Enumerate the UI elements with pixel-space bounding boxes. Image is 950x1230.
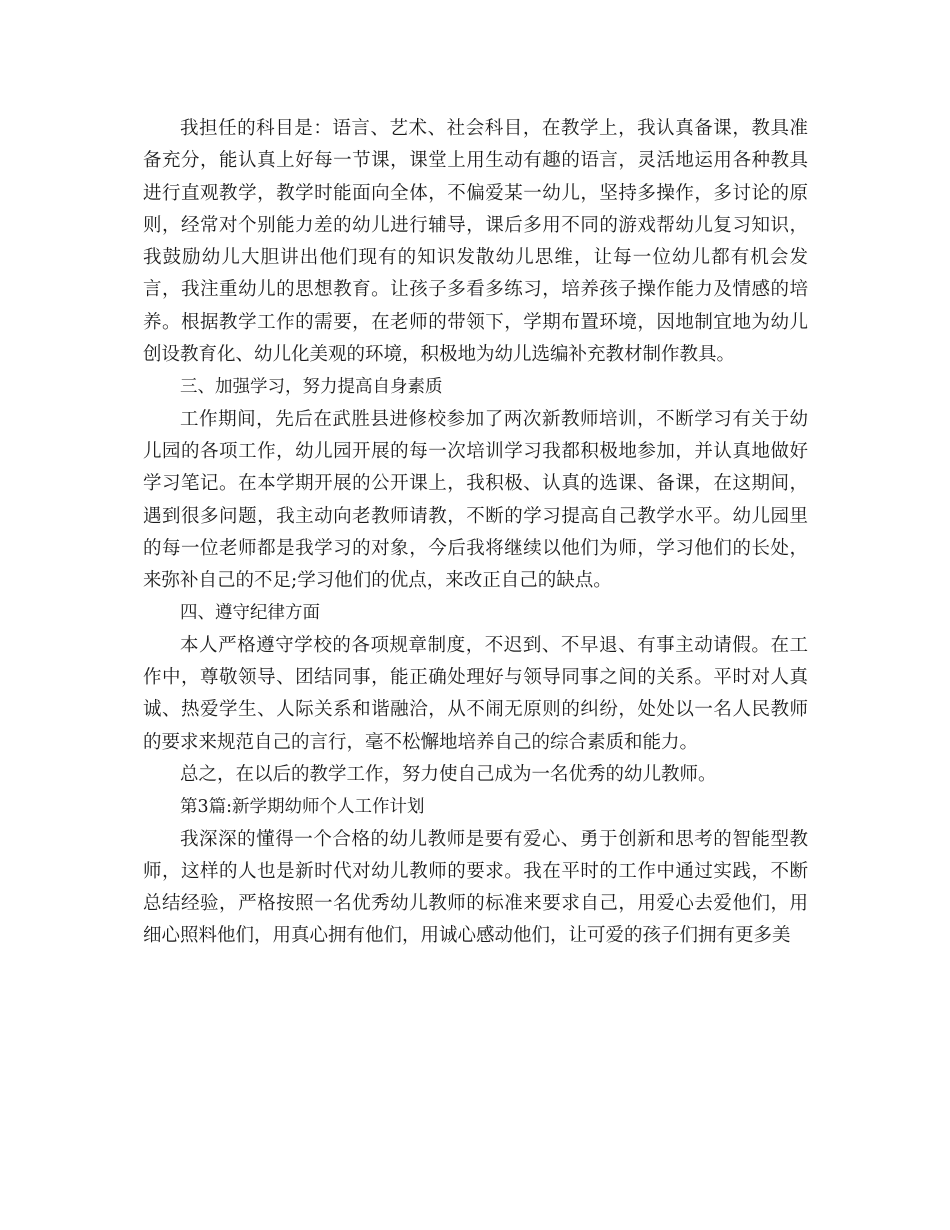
paragraph-subjects: 我担任的科目是：语言、艺术、社会科目，在教学上，我认真备课，教具准备充分，能认真上好每一节课，课堂上用生动有趣的语言，灵活地运用各种教具进行直观教学，教学时能面向全体，不偏爱某一幼儿，坚持多操作，多讨论的原则，经常对个别能力差的幼儿进行辅导，课后多用不同的游戏帮幼儿复习知识，我鼓励幼儿大胆讲出他们现有的知识发散幼儿思维，让每一位幼儿都有机会发言，我注重幼儿的思想教育。让孩子多看多练习，培养孩子操作能力及情感的培养。根据教学工作的需要，在老师的带领下，学期布置环境，因地制宜地为幼儿创设教育化、幼儿化美观的环境，积极地为幼儿选编补充教材制作教具。 [143,118,808,366]
paragraph-study: 工作期间，先后在武胜县进修校参加了两次新教师培训，不断学习有关于幼儿园的各项工作，幼儿园开展的每一次培训学习我都积极地参加，并认真地做好学习笔记。在本学期开展的公开课上，我积极、认真的选课、备课，在这期间，遇到很多问题，我主动向老教师请教，不断的学习提高自己教学水平。幼儿园里的每一位老师都是我学习的对象，今后我将继续以他们为师，学习他们的长处，来弥补自己的不足;学习他们的优点，来改正自己的缺点。 [143,408,808,592]
article-heading-part3: 第3篇:新学期幼师个人工作计划 [180,797,425,818]
section-heading-study: 三、加强学习，努力提高自身素质 [180,377,443,398]
paragraph-part3-intro: 我深深的懂得一个合格的幼儿教师是要有爱心、勇于创新和思考的智能型教师，这样的人也是新时代对幼儿教师的要求。我在平时的工作中通过实践，不断总结经验，严格按照一名优秀幼儿教师的标准来要求自己，用爱心去爱他们，用细心照料他们，用真心拥有他们，用诚心感动他们，让可爱的孩子们拥有更多美 [143,828,808,947]
paragraph-discipline: 本人严格遵守学校的各项规章制度，不迟到、不早退、有事主动请假。在工作中，尊敬领导、团结同事，能正确处理好与领导同事之间的关系。平时对人真诚、热爱学生、人际关系和谐融洽，从不闹无原则的纠纷，处处以一名人民教师的要求来规范自己的言行，毫不松懈地培养自己的综合素质和能力。 [143,634,808,753]
paragraph-summary: 总之，在以后的教学工作，努力使自己成为一名优秀的幼儿教师。 [180,763,717,785]
document-body [143,113,808,953]
section-heading-discipline: 四、遵守纪律方面 [180,603,320,624]
